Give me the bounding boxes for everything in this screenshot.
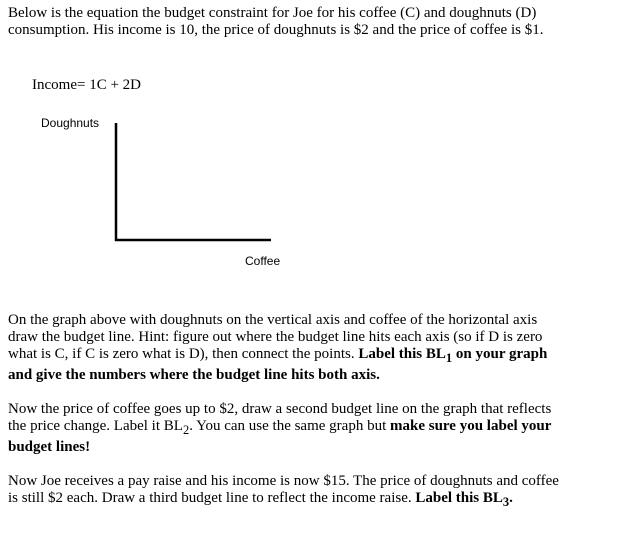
intro-paragraph: Below is the equation the budget constraint for Joe for his coffee (C) and doughnuts (D) consumption. His income is 10, the price of doughnuts is $2 and the price of coffee is $1. xyxy=(8,5,544,38)
question-3-subscript: 3 xyxy=(502,495,510,509)
question-3-text: Now Joe receives a pay raise and his income is now $15. The price of doughnuts and coffee is still $2 each. Draw a third budget line to reflect the income raise. xyxy=(8,473,559,506)
question-1-bold-pre: Label this BL xyxy=(358,346,446,362)
question-1-text: On the graph above with doughnuts on the vertical axis and coffee of the horizontal axis draw the budget line. Hint: figure out where the budget line hits each axis (so if D is zero what is C, if C is zero what is D), then connect the points. xyxy=(8,312,543,362)
question-2-paragraph xyxy=(8,401,564,456)
question-2-text-post: . You can use the same graph but xyxy=(189,418,390,434)
question-3-bold-post: . xyxy=(509,490,513,506)
question-2-bold-instruction: make sure you label your budget lines! xyxy=(8,418,552,455)
question-3-bold-instruction xyxy=(415,490,513,509)
question-1-paragraph xyxy=(8,312,564,384)
question-2-subscript: 2 xyxy=(182,423,190,437)
question-3-paragraph xyxy=(8,473,564,511)
question-3-bold-pre: Label this BL xyxy=(415,490,503,506)
question-1-bold-post: on your graph and give the numbers where the budget line hits both axis. xyxy=(8,346,548,383)
x-axis-label: Coffee xyxy=(245,254,281,268)
question-1-subscript: 1 xyxy=(445,351,453,365)
budget-equation: Income= 1C + 2D xyxy=(32,77,141,93)
y-axis-label: Doughnuts xyxy=(41,116,100,130)
question-2-text-pre: Now the price of coffee goes up to $2, draw a second budget line on the graph that reflects the price change. Label it BL xyxy=(8,401,552,434)
